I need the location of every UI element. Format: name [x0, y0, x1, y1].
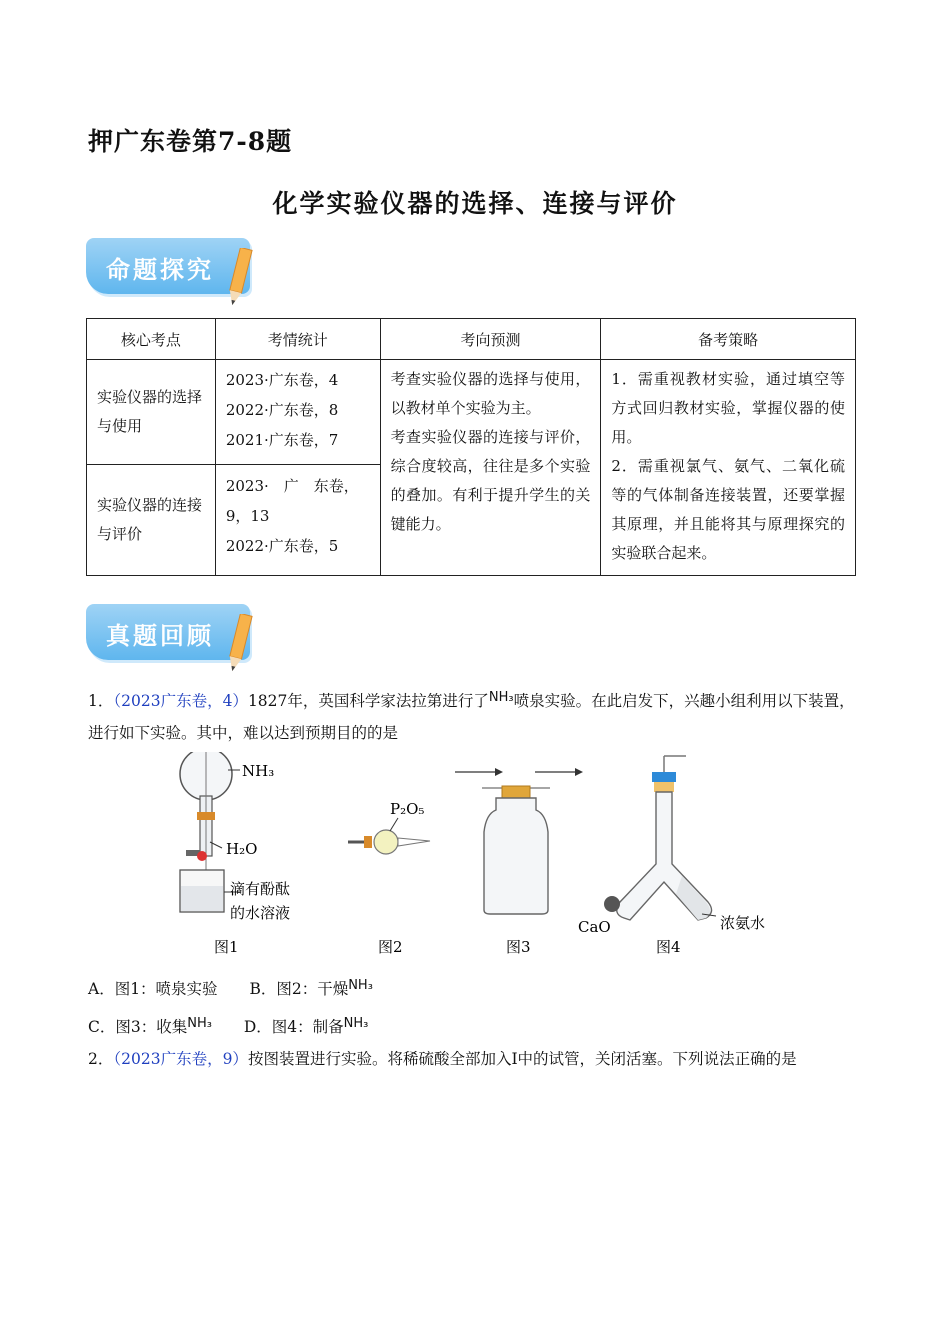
question-number: 1．	[88, 692, 114, 710]
prediction-cell	[380, 360, 601, 576]
table-row	[87, 360, 856, 465]
formula-nh3: NH₃	[187, 1016, 212, 1031]
table-header-cell: 考情统计	[215, 319, 380, 360]
question-text: 1827年，英国科学家法拉第进行了	[247, 692, 489, 710]
topic-cell: 实验仪器的选择与使用	[87, 360, 216, 465]
figure-caption: 图3	[506, 938, 531, 956]
stat-line: 2022·广东卷，8	[225, 401, 339, 419]
figure-caption: 图2	[378, 938, 403, 956]
stats-cell	[215, 465, 380, 576]
table-header-row	[87, 319, 856, 360]
label-liquid-line1: 滴有酚酞	[230, 880, 291, 898]
question-source: （2023广东卷，4）	[113, 692, 248, 710]
strategy-para: 2．需重视氯气、氨气、二氧化硫等的气体制备连接装置，还要掌握其原理，并且能将其与原理探究的实验联合起来。	[611, 457, 845, 562]
banner-label: 真题回顾	[106, 622, 214, 650]
stat-line: 2023·广东卷，4	[225, 371, 339, 389]
strategy-para: 1．需重视教材实验，通过填空等方式回归教材实验，掌握仪器的使用。	[611, 370, 845, 446]
stat-line: 2023· 广 东卷，9，13	[225, 477, 359, 525]
page-subtitle: 化学实验仪器的选择、连接与评价	[272, 189, 678, 218]
option-d[interactable]: D．图4：制备$^{NH_3}$	[243, 1016, 369, 1036]
label-h2o: H₂O	[226, 840, 258, 858]
table-header-cell: 核心考点	[87, 319, 216, 360]
section-banner-exploration	[86, 238, 261, 306]
stats-cell	[215, 360, 380, 465]
strategy-cell	[601, 360, 856, 576]
formula-nh3: NH₃	[343, 1016, 369, 1031]
pencil-icon	[224, 248, 254, 308]
stat-line: 2021·广东卷，7	[225, 431, 339, 449]
question-2	[88, 1043, 878, 1075]
figure-caption: 图1	[214, 938, 239, 956]
label-p2o5: P₂O₅	[390, 800, 425, 818]
question-source: （2023广东卷，9）	[113, 1050, 248, 1068]
question-number: 2．	[88, 1050, 114, 1068]
label-liquid-line2: 的水溶液	[230, 904, 291, 922]
figure-caption: 图4	[656, 938, 681, 956]
option-c[interactable]: C．图3：收集$^{NH_3}$	[88, 1016, 212, 1036]
question-text: 按图装置进行实验。将稀硫酸全部加入Ⅰ中的试管，关闭活塞。下列说法正确的是	[247, 1050, 797, 1068]
pencil-icon	[224, 614, 254, 674]
table-header-cell: 备考策略	[601, 319, 856, 360]
options-row-2	[88, 1008, 868, 1043]
prediction-para: 考查实验仪器的选择与使用，以教材单个实验为主。	[390, 370, 591, 417]
apparatus-figure	[150, 752, 790, 972]
prediction-para: 考查实验仪器的连接与评价，综合度较高，往往是多个实验的叠加。有利于提升学生的关键能力。	[390, 428, 591, 533]
exam-analysis-table	[86, 318, 856, 576]
banner-label: 命题探究	[106, 256, 214, 284]
label-ammonia: 浓氨水	[720, 914, 766, 932]
fig4-y-tube	[604, 756, 716, 920]
option-b[interactable]: B．图2：干燥$^{NH_3}$	[249, 978, 373, 998]
fig3-gas-bottle	[455, 768, 583, 914]
topic-cell: 实验仪器的连接与评价	[87, 465, 216, 576]
fig2-drying-tube	[348, 818, 430, 854]
section-banner-review	[86, 604, 261, 672]
question-text: 喷泉实验。在此启发下，兴趣小组利用以下装置，进行如下实验。其中，难以达到预期目的的是	[88, 692, 855, 742]
stat-line: 2022·广东卷，5	[225, 537, 339, 555]
formula-nh3: NH₃	[348, 978, 373, 993]
option-a[interactable]: A．图1：喷泉实验	[88, 980, 218, 998]
table-header-cell: 考向预测	[380, 319, 601, 360]
formula-nh3: NH₃	[488, 690, 514, 705]
label-nh3: NH₃	[242, 762, 275, 780]
label-cao: CaO	[578, 918, 611, 936]
page-title: 押广东卷第7-8题	[88, 127, 293, 156]
options-row-1	[88, 970, 868, 1005]
question-1	[88, 682, 868, 749]
